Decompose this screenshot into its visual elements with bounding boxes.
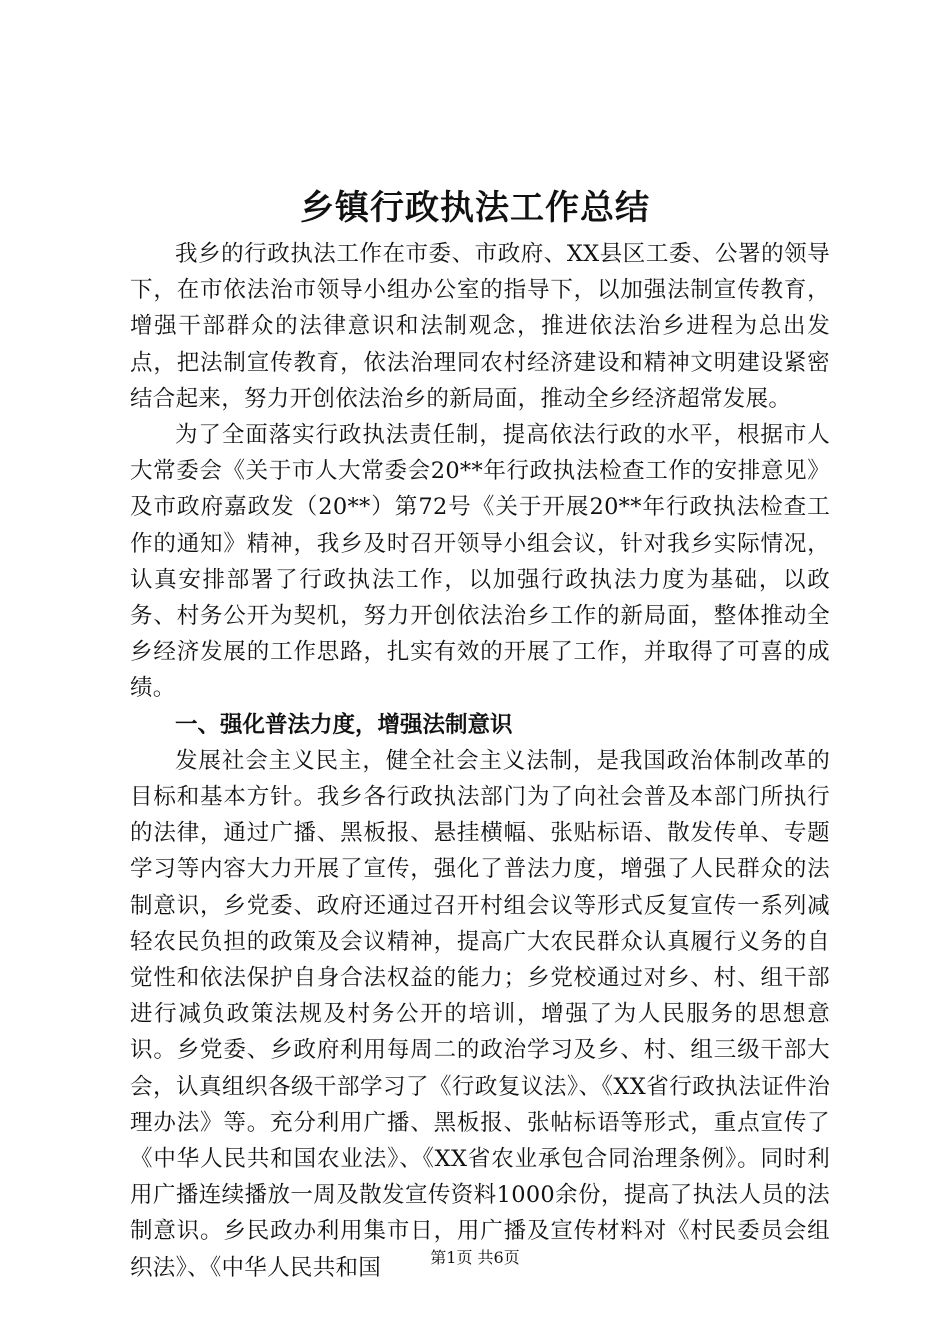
section-paragraph: 发展社会主义民主，健全社会主义法制，是我国政治体制改革的目标和基本方针。我乡各行政执法部门为了向社会普及本部门所执行的法律，通过广播、黑板报、悬挂横幅、张贴标语、散发传单、专题学习等内容大力开展了宣传，强化了普法力度，增强了人民群众的法制意识，乡党委、政府还通过召开村组会议等形式反复宣传一系列减轻农民负担的政策及会议精神，提高广大农民群众认真履行义务的自觉性和依法保护自身合法权益的能力；乡党校通过对乡、村、组干部进行减负政策法规及村务公开的培训，增强了为人民服务的思想意识。乡党委、乡政府利用每周二的政治学习及乡、村、组三级干部大会，认真组织各级干部学习了《行政复议法》、《XX省行政执法证件治理办法》等。充分利用广播、黑板报、张帖标语等形式，重点宣传了《中华人民共和国农业法》、《XX省农业承包合同治理条例》。同时利用广播连续播放一周及散发宣传资料1000余份，提高了执法人员的法制意识。乡民政办利用集市日，用广播及宣传材料对《村民委员会组织法》、《中华人民共和国 (130, 747, 830, 1281)
document-title: 乡镇行政执法工作总结 (300, 188, 650, 228)
intro-paragraph: 我乡的行政执法工作在市委、市政府、XX县区工委、公署的领导下，在市依法治市领导小组办公室的指导下，以加强法制宣传教育，增强干部群众的法律意识和法制观念，推进依法治乡进程为总出发点，把法制宣传教育，依法治理同农村经济建设和精神文明建设紧密结合起来，努力开创依法治乡的新局面，推动全乡经济超常发展。 (130, 241, 830, 412)
section-heading: 一、强化普法力度，增强法制意识 (175, 711, 513, 738)
page-number-footer: 第1页 共6页 (430, 1248, 520, 1267)
background-paragraph: 为了全面落实行政执法责任制，提高依法行政的水平，根据市人大常委会《关于市人大常委会20**年行政执法检查工作的安排意见》及市政府嘉政发（20**）第72号《关于开展20**年行政执法检查工作的通知》精神，我乡及时召开领导小组会议，针对我乡实际情况，认真安排部署了行政执法工作，以加强行政执法力度为基础，以政务、村务公开为契机，努力开创依法治乡工作的新局面，整体推动全乡经济发展的工作思路，扎实有效的开展了工作，并取得了可喜的成绩。 (130, 422, 830, 702)
document-body (130, 236, 830, 1286)
